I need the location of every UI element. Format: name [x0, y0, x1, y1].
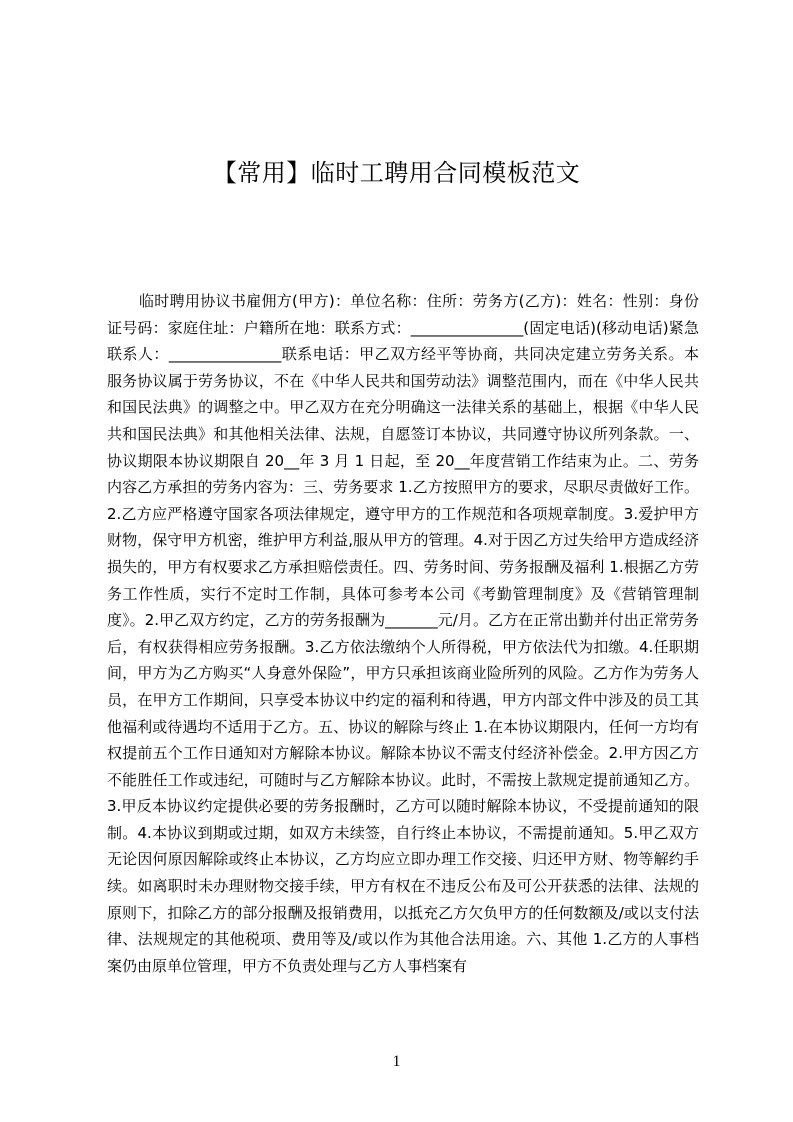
page-number: 1	[392, 1053, 401, 1070]
document-body: 临时聘用协议书雇佣方(甲方)：单位名称：住所：劳务方(乙方)：姓名：性别：身份证号码：家庭住址：户籍所在地：联系方式：_______________(固定电话)(移动电话)紧急联系人：_______________联系电话：甲乙双方经平等协商，共同决定建立劳务关系。本服务协议属于劳务协议，不在《中华人民共和国劳动法》调整范围内，而在《中华人民共和国民法典》的调整之中。甲乙双方在充分明确这一法律关系的基础上，根据《中华人民共和国民法典》和其他相关法律、法规，自愿签订本协议，共同遵守协议所列条款。一、协议期限本协议期限自 20__年 3 月 1 日起，至 20__年度营销工作结束为止。二、劳务内容乙方承担的劳务内容为：三、劳务要求 1.乙方按照甲方的要求，尽职尽责做好工作。2.乙方应严格遵守国家各项法律规定，遵守甲方的工作规范和各项规章制度。3.爱护甲方财物，保守甲方机密，维护甲方利益,服从甲方的管理。4.对于因乙方过失给甲方造成经济损失的，甲方有权要求乙方承担赔偿责任。四、劳务时间、劳务报酬及福利 1.根据乙方劳务工作性质，实行不定时工作制，具体可参考本公司《考勤管理制度》及《营销管理制度》。2.甲乙双方约定，乙方的劳务报酬为_______元/月。乙方在正常出勤并付出正常劳务后，有权获得相应劳务报酬。3.乙方依法缴纳个人所得税，甲方依法代为扣缴。4.任职期间，甲方为乙方购买“人身意外保险”，甲方只承担该商业险所列的风险。乙方作为劳务人员，在甲方工作期间，只享受本协议中约定的福利和待遇，甲方内部文件中涉及的员工其他福利或待遇均不适用于乙方。五、协议的解除与终止 1.在本协议期限内，任何一方均有权提前五个工作日通知对方解除本协议。解除本协议不需支付经济补偿金。2.甲方因乙方不能胜任工作或违纪，可随时与乙方解除本协议。此时，不需按上款规定提前通知乙方。3.甲反本协议约定提供必要的劳务报酬时，乙方可以随时解除本协议，不受提前通知的限制。4.本协议到期或过期，如双方未续签，自行终止本协议，不需提前通知。5.甲乙双方无论因何原因解除或终止本协议，乙方均应立即办理工作交接、归还甲方财、物等解约手续。如离职时未办理财物交接手续，甲方有权在不违反公布及可公开获悉的法律、法规的原则下，扣除乙方的部分报酬及报销费用，以抵充乙方欠负甲方的任何数额及/或以支付法律、法规规定的其他税项、费用等及/或以作为其他合法用途。六、其他 1.乙方的人事档案仍由原单位管理，甲方不负责处理与乙方人事档案有	[107, 292, 699, 975]
document-title: 【常用】临时工聘用合同模板范文	[212, 159, 581, 188]
